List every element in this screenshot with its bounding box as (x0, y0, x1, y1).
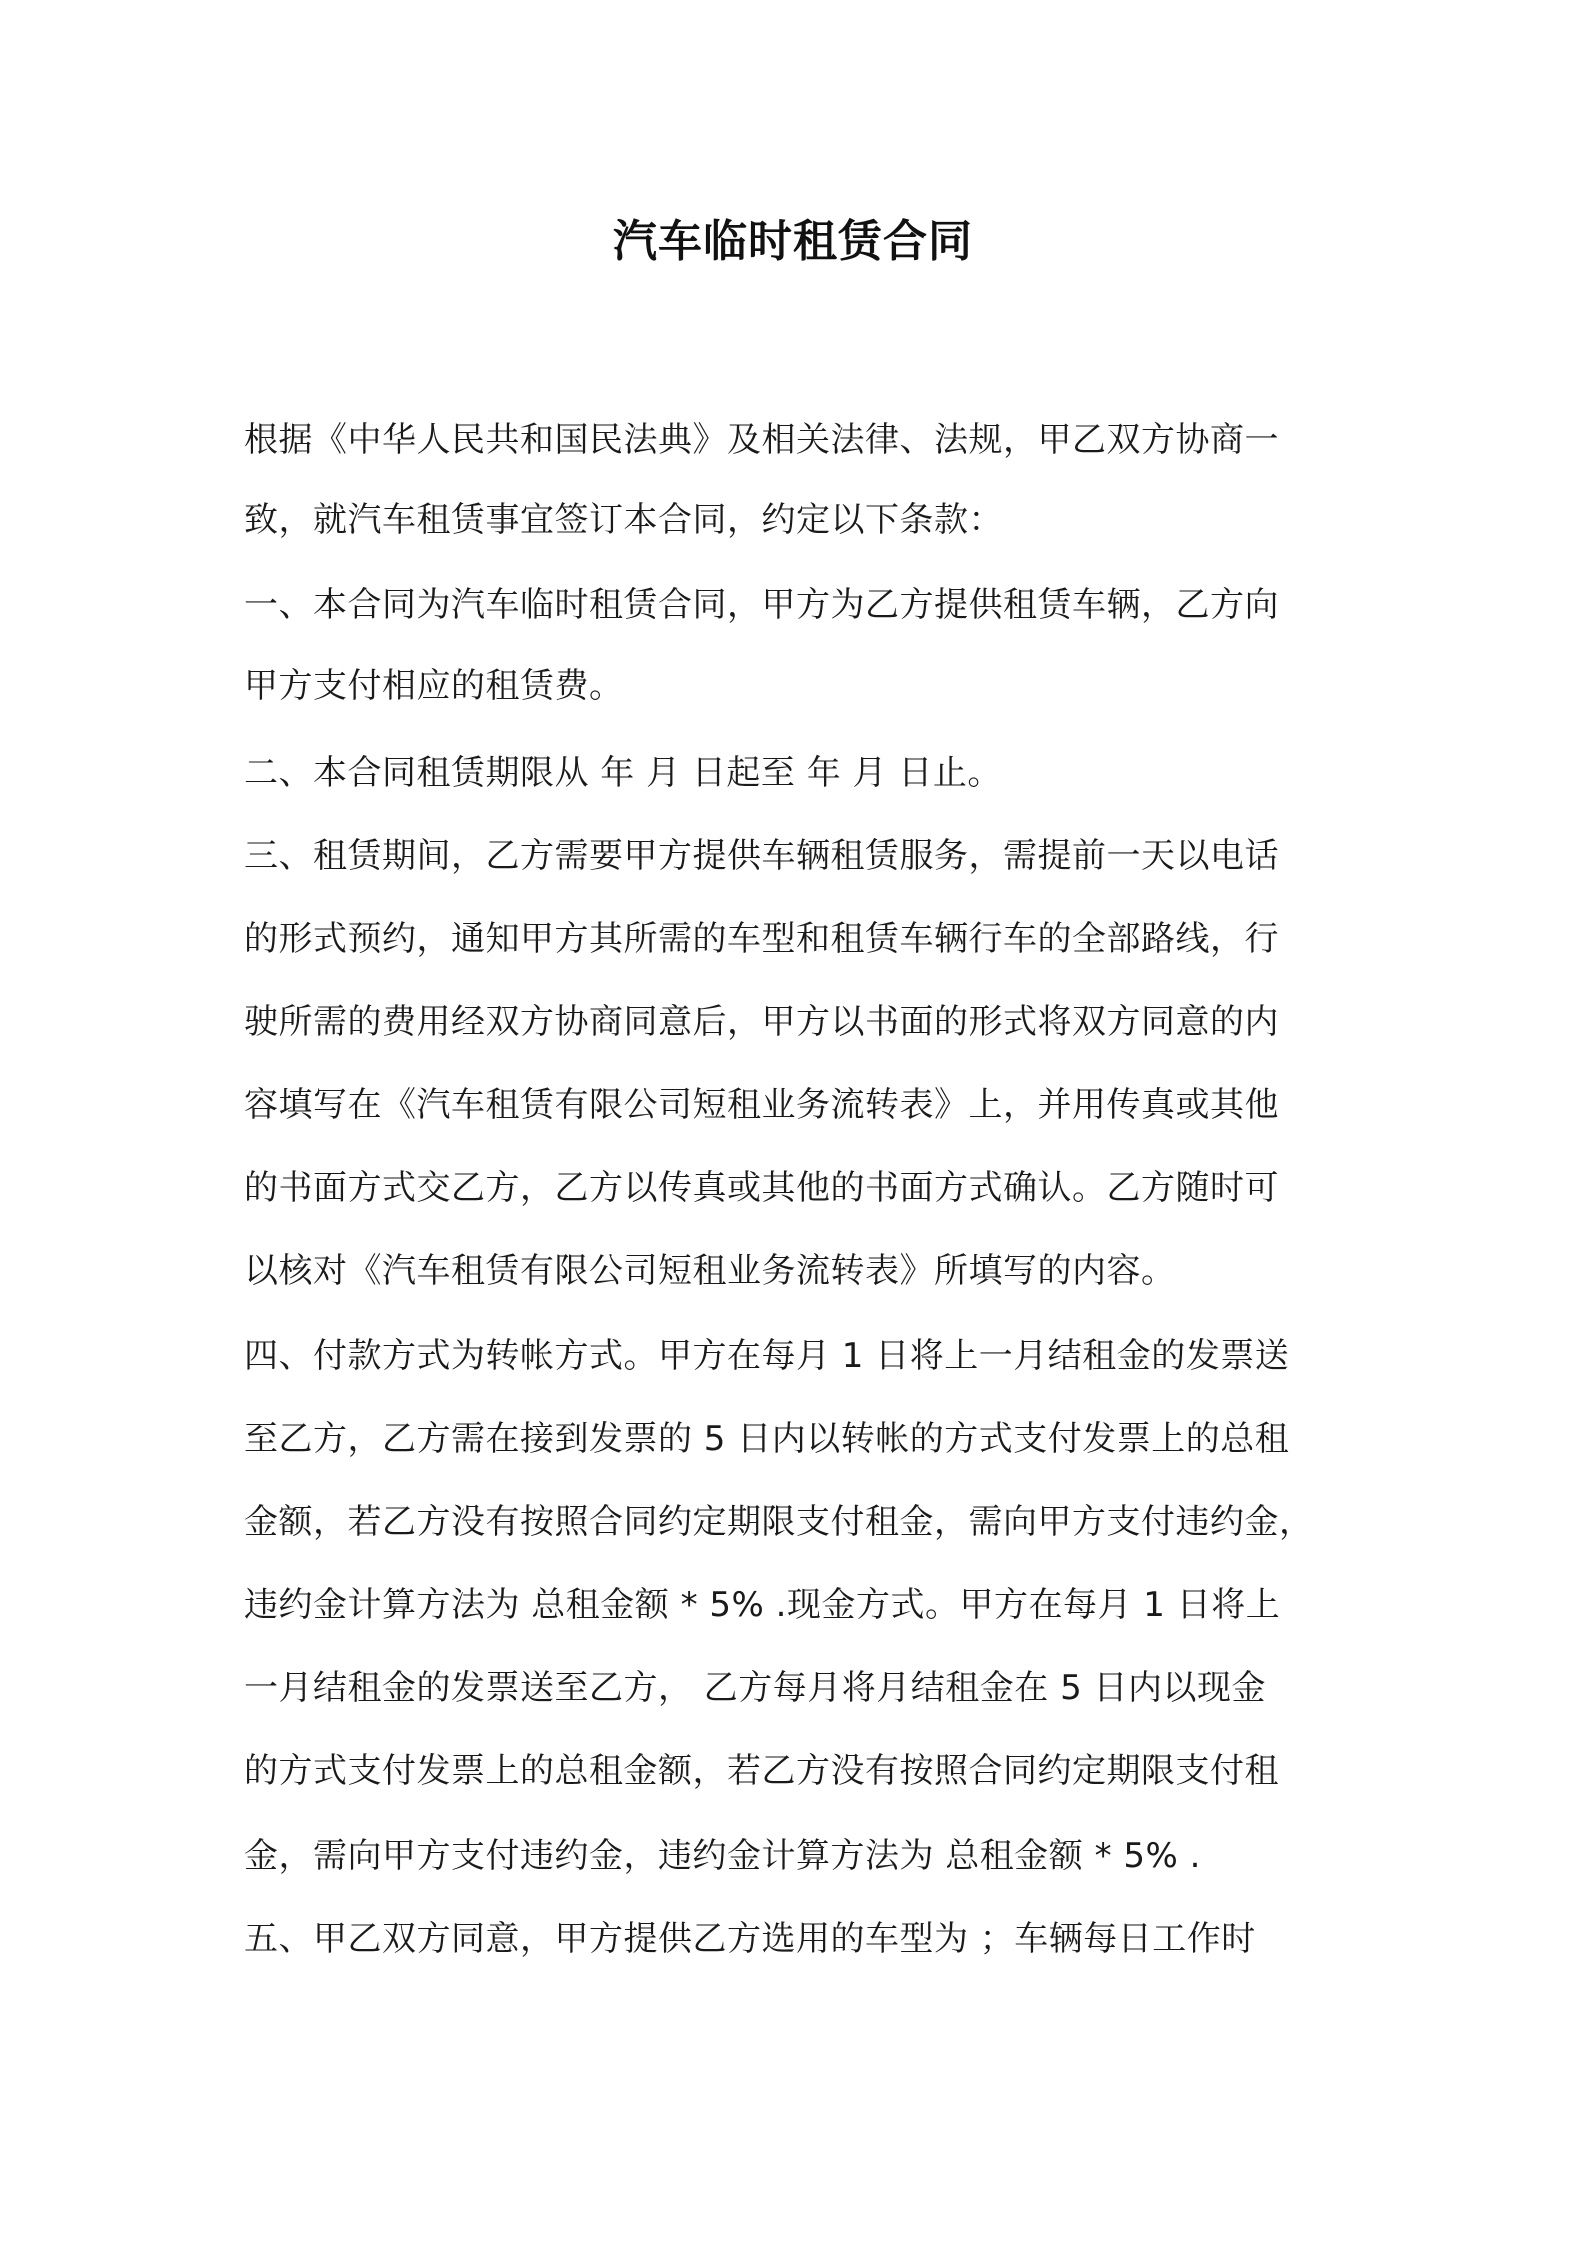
body-line: 的方式支付发票上的总租金额，若乙方没有按照合同约定期限支付租 (244, 1751, 1279, 1791)
body-line: 违约金计算方法为 总租金额 * 5% .现金方式。甲方在每月 1 日将上 (244, 1585, 1281, 1625)
body-line: 金额，若乙方没有按照合同约定期限支付租金，需向甲方支付违约金， (244, 1502, 1314, 1542)
body-line: 根据《中华人民共和国民法典》及相关法律、法规，甲乙双方协商一 (244, 420, 1279, 460)
body-line: 以核对《汽车租赁有限公司短租业务流转表》所填写的内容。 (244, 1251, 1176, 1291)
body-line: 金，需向甲方支付违约金，违约金计算方法为 总租金额 * 5% . (244, 1836, 1201, 1876)
body-line: 四、付款方式为转帐方式。甲方在每月 1 日将上一月结租金的发票送 (244, 1336, 1290, 1376)
body-line: 的形式预约，通知甲方其所需的车型和租赁车辆行车的全部路线，行 (244, 919, 1279, 959)
body-line: 容填写在《汽车租赁有限公司短租业务流转表》上，并用传真或其他 (244, 1085, 1279, 1125)
body-line: 二、本合同租赁期限从 年 月 日起至 年 月 日止。 (244, 753, 1002, 793)
body-line: 至乙方，乙方需在接到发票的 5 日内以转帐的方式支付发票上的总租 (244, 1419, 1290, 1459)
document-title: 汽车临时租赁合同 (613, 216, 973, 267)
body-line: 致，就汽车租赁事宜签订本合同，约定以下条款： (244, 500, 1003, 540)
body-line: 一月结租金的发票送至乙方， 乙方每月将月结租金在 5 日内以现金 (244, 1668, 1267, 1708)
body-line: 驶所需的费用经双方协商同意后，甲方以书面的形式将双方同意的内 (244, 1002, 1279, 1042)
body-line: 一、本合同为汽车临时租赁合同，甲方为乙方提供租赁车辆，乙方向 (244, 585, 1279, 625)
body-line: 甲方支付相应的租赁费。 (244, 666, 624, 706)
body-line: 三、租赁期间，乙方需要甲方提供车辆租赁服务，需提前一天以电话 (244, 836, 1279, 876)
body-line: 五、甲乙双方同意，甲方提供乙方选用的车型为 ；车辆每日工作时 (244, 1919, 1256, 1959)
body-line: 的书面方式交乙方，乙方以传真或其他的书面方式确认。乙方随时可 (244, 1168, 1279, 1208)
